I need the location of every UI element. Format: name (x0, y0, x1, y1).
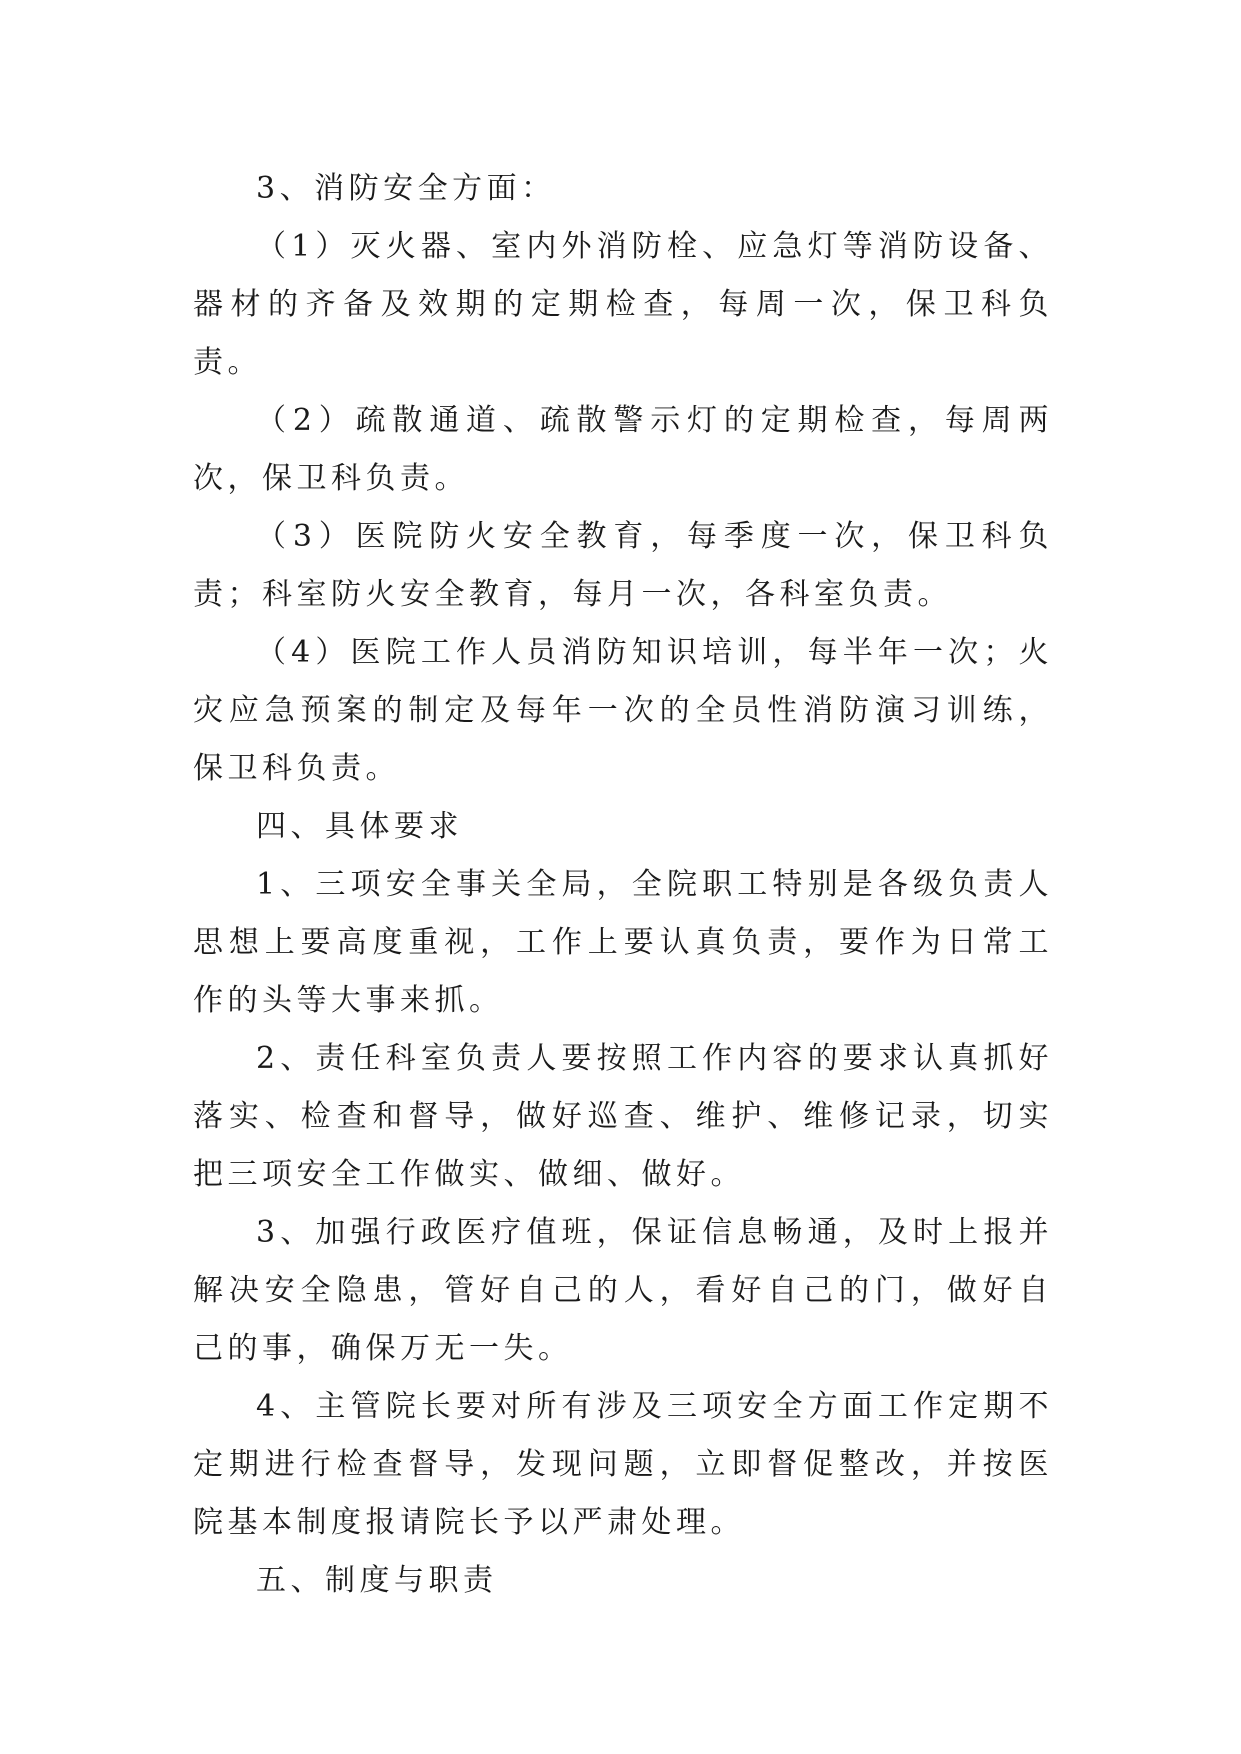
paragraph-fire-item-1: （1）灭火器、室内外消防栓、应急灯等消防设备、器材的齐备及效期的定期检查，每周一次，保卫科负责。 (193, 229, 1053, 380)
section-heading-rules-duties: 五、制度与职责 (256, 1563, 498, 1598)
section-heading-requirements: 四、具体要求 (256, 809, 463, 844)
paragraph-fire-item-3: （3）医院防火安全教育，每季度一次，保卫科负责；科室防火安全教育，每月一次，各科室负责。 (193, 519, 1053, 612)
document-body (193, 160, 1053, 1610)
paragraph-requirement-4: 4、主管院长要对所有涉及三项安全方面工作定期不定期进行检查督导，发现问题，立即督促整改，并按医院基本制度报请院长予以严肃处理。 (193, 1389, 1053, 1540)
paragraph-requirement-1: 1、三项安全事关全局，全院职工特别是各级负责人思想上要高度重视，工作上要认真负责，要作为日常工作的头等大事来抓。 (193, 867, 1053, 1018)
paragraph-fire-item-4: （4）医院工作人员消防知识培训，每半年一次；火灾应急预案的制定及每年一次的全员性消防演习训练，保卫科负责。 (193, 635, 1053, 786)
paragraph-fire-safety-heading: 3、消防安全方面： (256, 171, 556, 206)
paragraph-requirement-2: 2、责任科室负责人要按照工作内容的要求认真抓好落实、检查和督导，做好巡查、维护、维修记录，切实把三项安全工作做实、做细、做好。 (193, 1041, 1053, 1192)
paragraph-fire-item-2: （2）疏散通道、疏散警示灯的定期检查，每周两次，保卫科负责。 (193, 403, 1053, 496)
paragraph-requirement-3: 3、加强行政医疗值班，保证信息畅通，及时上报并解决安全隐患，管好自己的人，看好自己的门，做好自己的事，确保万无一失。 (193, 1215, 1053, 1366)
